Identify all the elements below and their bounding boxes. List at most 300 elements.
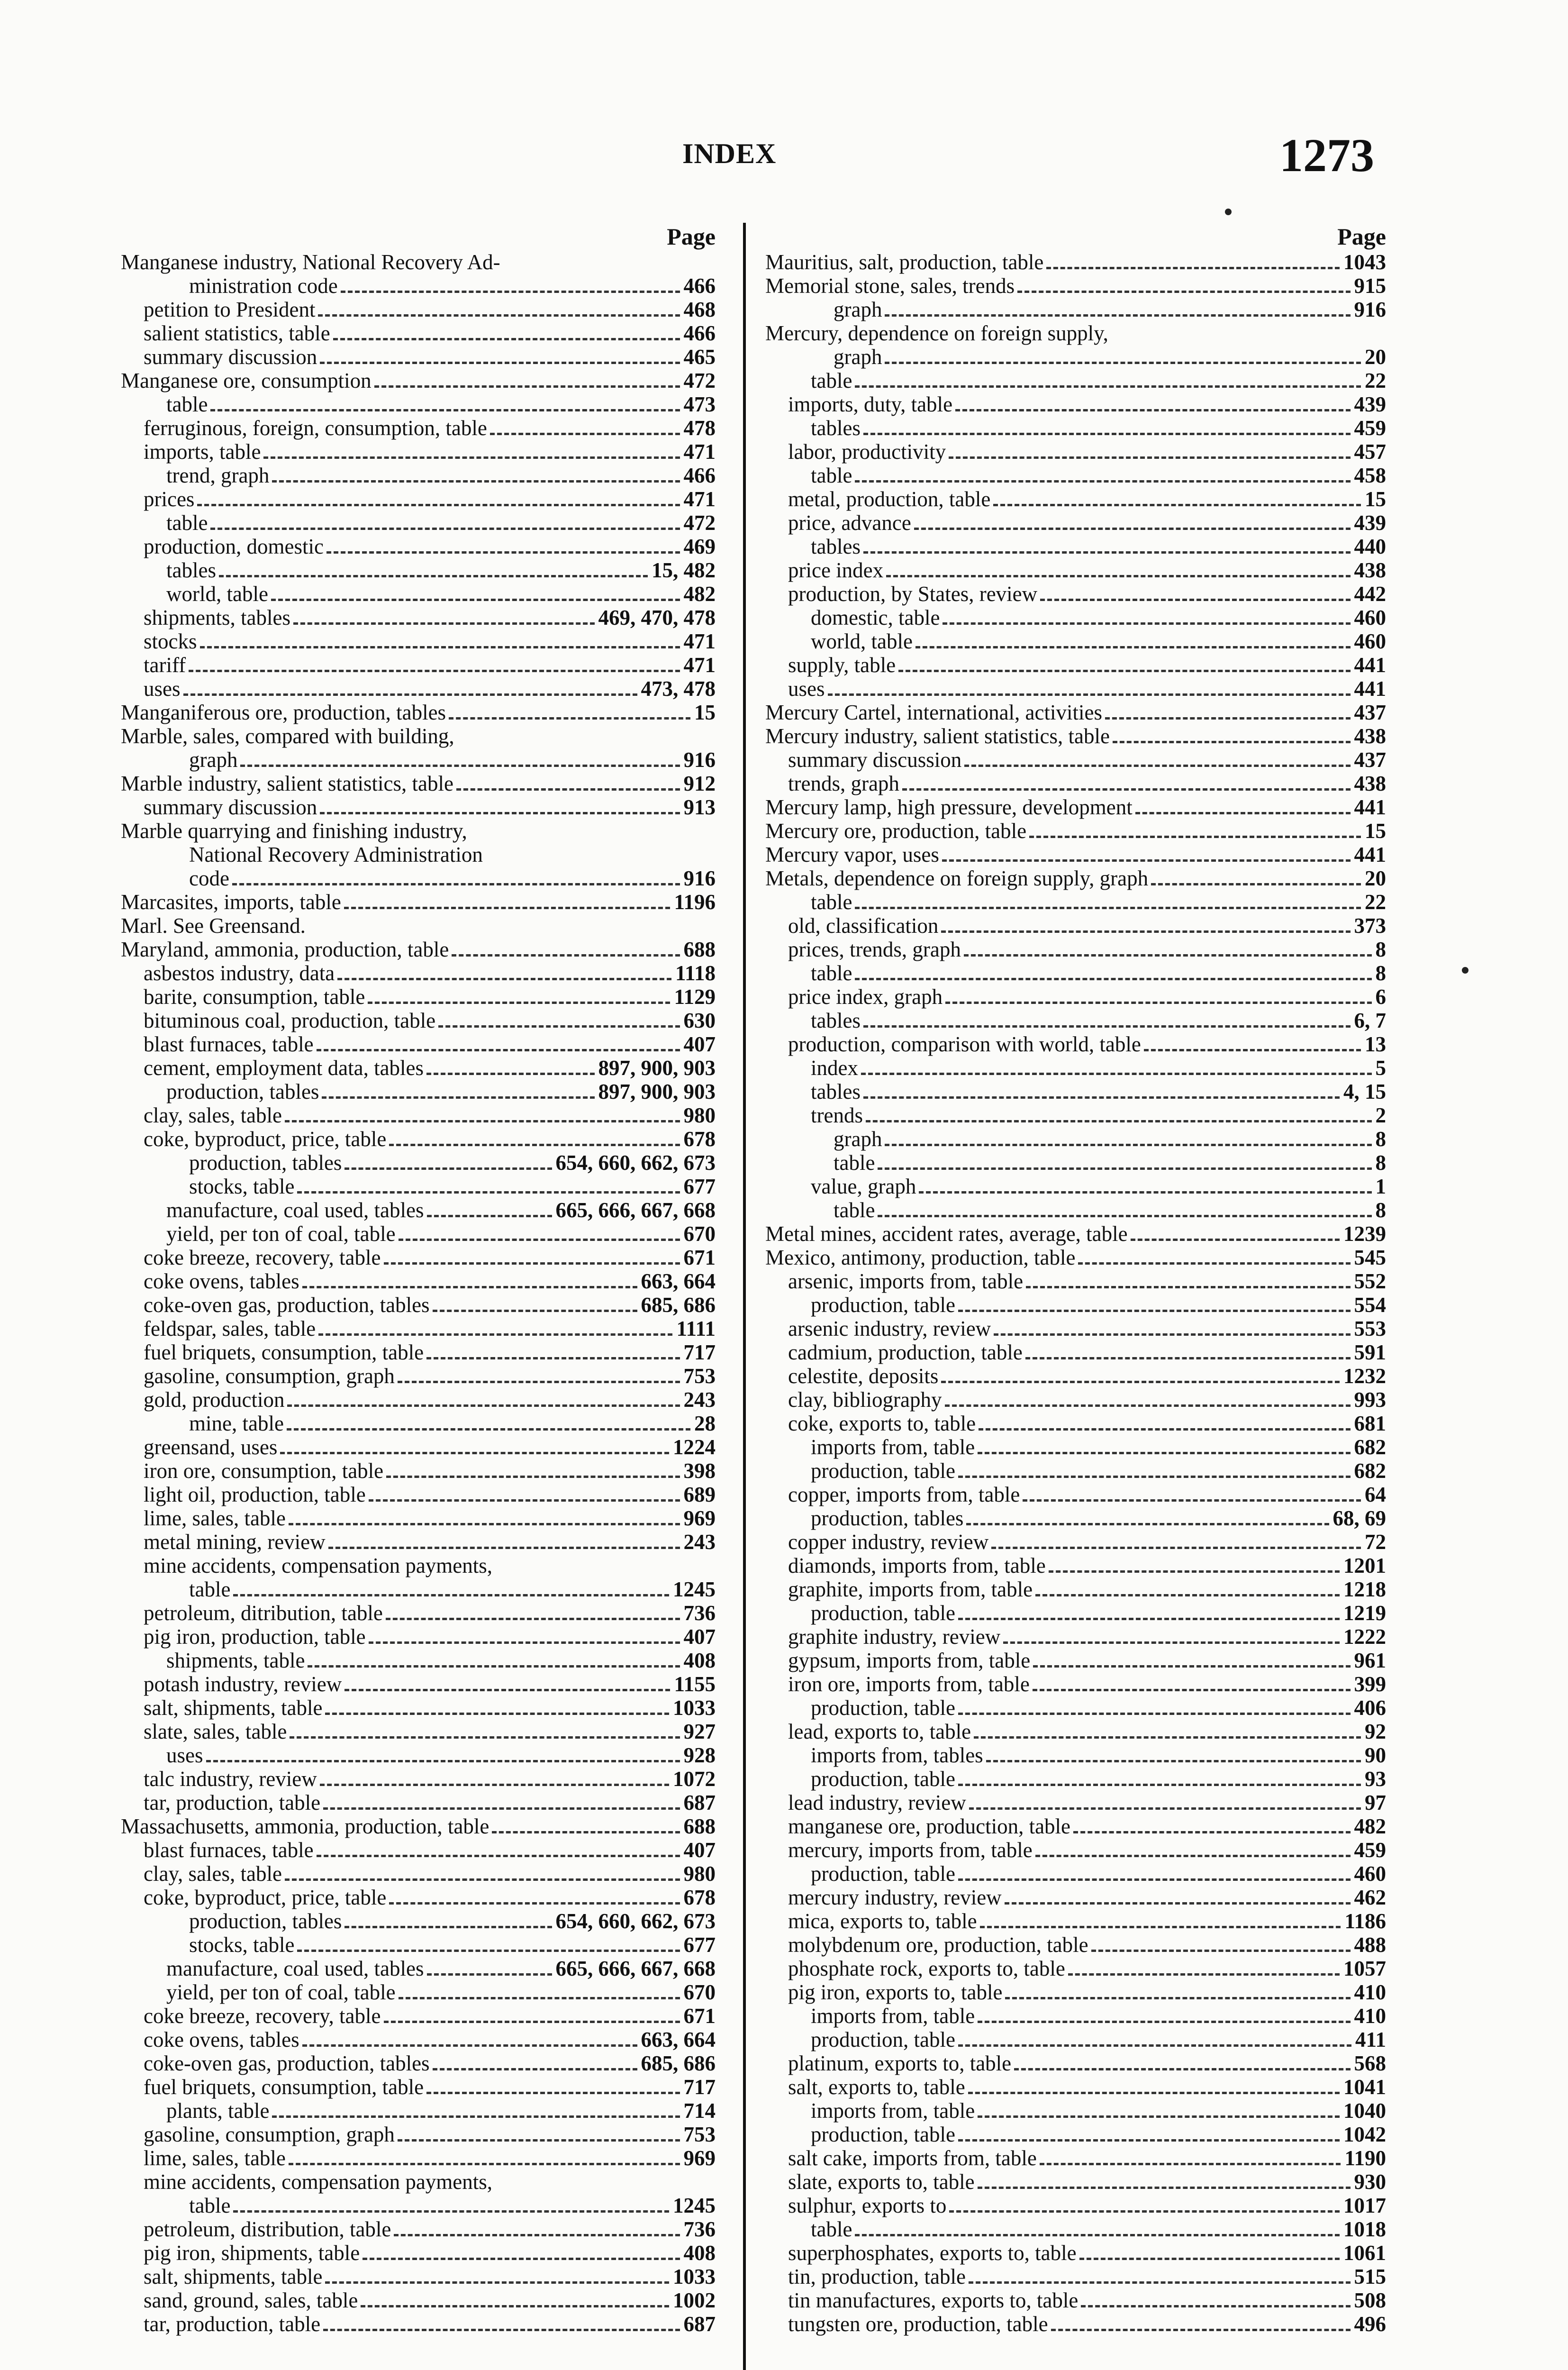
entry-term: molybdenum ore, production, table xyxy=(788,1933,1088,1957)
entry-term: world, table xyxy=(166,582,268,606)
entry-page-ref: 687 xyxy=(683,2312,716,2336)
entry-term: stocks, table xyxy=(189,1175,295,1198)
entry-page-ref: 5 xyxy=(1375,1056,1386,1080)
index-entry xyxy=(765,1009,1386,1032)
index-entry xyxy=(765,890,1386,914)
dot-leader xyxy=(219,575,648,577)
index-entry xyxy=(121,2217,716,2241)
entry-page-ref: 408 xyxy=(683,2241,716,2265)
entry-page-ref: 552 xyxy=(1354,1269,1386,1293)
dot-leader xyxy=(344,1689,670,1691)
entry-term: coke ovens, tables xyxy=(144,1269,299,1293)
dot-leader xyxy=(855,385,1361,388)
entry-term: salt, shipments, table xyxy=(144,2265,323,2288)
entry-term: fuel briquets, consumption, table xyxy=(144,2075,424,2099)
entry-page-ref: 441 xyxy=(1354,843,1386,866)
dot-leader xyxy=(969,1807,1361,1810)
entry-term: summary discussion xyxy=(144,345,317,369)
index-entry xyxy=(121,440,716,464)
index-entry xyxy=(765,298,1386,321)
entry-page-ref: 6, 7 xyxy=(1354,1009,1386,1032)
dot-leader xyxy=(1078,1262,1350,1265)
dot-leader xyxy=(398,1381,680,1383)
index-entry xyxy=(121,819,716,843)
entry-term: Mercury ore, production, table xyxy=(765,819,1027,843)
dot-leader xyxy=(337,978,671,980)
entry-page-ref: 1072 xyxy=(673,1767,716,1791)
index-entry xyxy=(765,914,1386,938)
dot-leader xyxy=(289,1523,680,1525)
dot-leader xyxy=(322,1096,594,1099)
entry-page-ref: 913 xyxy=(683,795,716,819)
dot-leader xyxy=(941,1381,1340,1383)
index-entry xyxy=(121,1269,716,1293)
dot-leader xyxy=(866,1120,1372,1122)
entry-term: trend, graph xyxy=(166,464,270,487)
entry-page-ref: 591 xyxy=(1354,1340,1386,1364)
index-entry xyxy=(121,1933,716,1957)
entry-page-ref: 689 xyxy=(683,1483,716,1506)
index-entry xyxy=(765,653,1386,677)
index-entry xyxy=(765,2004,1386,2028)
entry-term: graphite industry, review xyxy=(788,1625,1001,1649)
index-entry xyxy=(121,1743,716,1767)
dot-leader xyxy=(384,2021,680,2023)
index-entry xyxy=(121,2241,716,2265)
entry-term: diamonds, imports from, table xyxy=(788,1554,1046,1577)
entry-page-ref: 482 xyxy=(1354,1814,1386,1838)
index-entry xyxy=(121,748,716,772)
entry-page-ref: 663, 664 xyxy=(641,2028,716,2051)
entry-page-ref: 1033 xyxy=(673,1696,716,1720)
index-entry xyxy=(765,1459,1386,1483)
dot-leader xyxy=(1029,836,1361,838)
index-entry xyxy=(121,677,716,701)
entry-page-ref: 407 xyxy=(683,1838,716,1862)
entry-page-ref: 407 xyxy=(683,1625,716,1649)
dot-leader xyxy=(427,1973,552,1976)
dot-leader xyxy=(958,1878,1350,1881)
entry-page-ref: 398 xyxy=(683,1459,716,1483)
dot-leader xyxy=(943,622,1350,625)
dot-leader xyxy=(297,1191,680,1194)
dot-leader xyxy=(878,1167,1371,1170)
entry-page-ref: 438 xyxy=(1354,772,1386,795)
dot-leader xyxy=(1151,883,1361,885)
index-entry xyxy=(121,701,716,724)
entry-term: Manganese ore, consumption xyxy=(121,369,372,392)
dot-leader xyxy=(394,2234,680,2236)
entry-term: tariff xyxy=(144,653,186,677)
dot-leader xyxy=(1113,741,1350,743)
entry-page-ref: 654, 660, 662, 673 xyxy=(555,1151,716,1175)
dot-leader xyxy=(945,1404,1350,1407)
dot-leader xyxy=(456,788,680,791)
entry-page-ref: 630 xyxy=(683,1009,716,1032)
entry-page-ref: 437 xyxy=(1354,748,1386,772)
dot-leader xyxy=(302,1286,637,1288)
right-entry-list xyxy=(765,250,1386,2336)
entry-page-ref: 462 xyxy=(1354,1886,1386,1909)
index-entry xyxy=(121,1198,716,1222)
entry-term: Mercury, dependence on foreign supply, xyxy=(765,321,1108,345)
entry-page-ref: 20 xyxy=(1365,345,1386,369)
index-entry xyxy=(765,1909,1386,1933)
entry-page-ref: 15, 482 xyxy=(652,558,716,582)
index-entry xyxy=(765,392,1386,416)
entry-term: asbestos industry, data xyxy=(144,961,335,985)
dot-leader xyxy=(325,2281,669,2284)
entry-term: coke-oven gas, production, tables xyxy=(144,1293,430,1317)
entry-term: mine, table xyxy=(189,1412,284,1435)
entry-term: table xyxy=(834,1151,875,1175)
entry-page-ref: 469 xyxy=(683,535,716,558)
column-divider xyxy=(743,223,746,2370)
dot-leader xyxy=(426,1073,594,1075)
entry-page-ref: 568 xyxy=(1354,2051,1386,2075)
entry-page-ref: 1218 xyxy=(1343,1577,1386,1601)
entry-term: superphosphates, exports to, table xyxy=(788,2241,1077,2265)
entry-page-ref: 1190 xyxy=(1344,2146,1386,2170)
dot-leader xyxy=(426,2092,680,2094)
dot-leader xyxy=(955,409,1350,411)
dot-leader xyxy=(318,1333,672,1336)
index-entry xyxy=(121,2288,716,2312)
index-entry xyxy=(765,416,1386,440)
entry-term: Mauritius, salt, production, table xyxy=(765,250,1044,274)
dot-leader xyxy=(323,1807,680,1810)
index-entry xyxy=(765,1625,1386,1649)
entry-term: production, tables xyxy=(189,1909,342,1933)
index-entry xyxy=(121,1838,716,1862)
dot-leader xyxy=(263,456,680,459)
entry-page-ref: 682 xyxy=(1354,1435,1386,1459)
entry-term: phosphate rock, exports to, table xyxy=(788,1957,1065,1980)
dot-leader xyxy=(1005,1997,1350,1999)
entry-term: production, table xyxy=(811,1696,955,1720)
entry-term: tungsten ore, production, table xyxy=(788,2312,1048,2336)
dot-leader xyxy=(290,1736,680,1739)
index-entry xyxy=(121,1909,716,1933)
entry-page-ref: 678 xyxy=(683,1886,716,1909)
entry-page-ref: 441 xyxy=(1354,653,1386,677)
entry-page-ref: 471 xyxy=(683,653,716,677)
entry-page-ref: 482 xyxy=(683,582,716,606)
entry-page-ref: 410 xyxy=(1354,1980,1386,2004)
dot-leader xyxy=(1003,1641,1340,1644)
dot-leader xyxy=(490,433,680,435)
entry-term: tables xyxy=(811,535,861,558)
entry-page-ref: 437 xyxy=(1354,701,1386,724)
dot-leader xyxy=(386,1476,680,1478)
index-entry xyxy=(121,1767,716,1791)
entry-page-ref: 22 xyxy=(1365,890,1386,914)
dot-leader xyxy=(317,1855,680,1857)
index-entry xyxy=(765,2194,1386,2217)
index-entry xyxy=(121,535,716,558)
index-entry xyxy=(765,1364,1386,1388)
dot-leader xyxy=(344,907,671,909)
entry-page-ref: 927 xyxy=(683,1720,716,1743)
dot-leader xyxy=(958,1618,1340,1620)
index-entry xyxy=(765,1672,1386,1696)
index-entry xyxy=(121,345,716,369)
entry-page-ref: 663, 664 xyxy=(641,1269,716,1293)
entry-page-ref: 671 xyxy=(683,2004,716,2028)
entry-term: Marl. See Greensand. xyxy=(121,914,306,938)
entry-page-ref: 8 xyxy=(1375,1151,1386,1175)
dot-leader xyxy=(1068,1973,1340,1976)
index-entry xyxy=(765,582,1386,606)
entry-term: shipments, table xyxy=(166,1649,305,1672)
entry-term: blast furnaces, table xyxy=(144,1838,314,1862)
dot-leader xyxy=(438,1025,680,1028)
entry-term: production, table xyxy=(811,1601,955,1625)
index-entry xyxy=(765,535,1386,558)
dot-leader xyxy=(272,480,680,483)
entry-term: blast furnaces, table xyxy=(144,1032,314,1056)
index-entry xyxy=(765,1412,1386,1435)
entry-page-ref: 441 xyxy=(1354,677,1386,701)
dot-leader xyxy=(978,2187,1350,2189)
entry-page-ref: 15 xyxy=(694,701,716,724)
entry-term: production, tables xyxy=(811,1506,964,1530)
dot-leader xyxy=(979,1428,1350,1431)
dot-leader xyxy=(1025,1357,1350,1359)
entry-term: imports from, tables xyxy=(811,1743,983,1767)
index-entry xyxy=(765,2170,1386,2194)
index-entry xyxy=(121,1577,716,1601)
dot-leader xyxy=(1033,1665,1350,1668)
entry-page-ref: 508 xyxy=(1354,2288,1386,2312)
entry-term: table xyxy=(811,369,852,392)
index-entry xyxy=(765,843,1386,866)
entry-page-ref: 1033 xyxy=(673,2265,716,2288)
entry-page-ref: 488 xyxy=(1354,1933,1386,1957)
entry-page-ref: 13 xyxy=(1365,1032,1386,1056)
index-entry xyxy=(121,1530,716,1554)
index-entry xyxy=(765,677,1386,701)
page-column-header: Page xyxy=(1337,223,1386,250)
index-entry xyxy=(765,1649,1386,1672)
entry-page-ref: 897, 900, 903 xyxy=(598,1080,716,1103)
index-entry xyxy=(121,558,716,582)
dot-leader xyxy=(958,1310,1350,1312)
entry-term: Maryland, ammonia, production, table xyxy=(121,938,449,961)
dot-leader xyxy=(1017,291,1350,293)
entry-term: table xyxy=(834,1198,875,1222)
index-entry xyxy=(765,819,1386,843)
entry-page-ref: 736 xyxy=(683,2217,716,2241)
index-entry xyxy=(121,1791,716,1814)
entry-term: price, advance xyxy=(788,511,911,535)
index-entry xyxy=(765,1743,1386,1767)
entry-term: petroleum, ditribution, table xyxy=(144,1601,383,1625)
entry-term: Mercury vapor, uses xyxy=(765,843,939,866)
entry-page-ref: 411 xyxy=(1355,2028,1386,2051)
entry-term: clay, sales, table xyxy=(144,1862,282,1886)
entry-term: coke, byproduct, price, table xyxy=(144,1127,387,1151)
index-entry xyxy=(121,938,716,961)
entry-term: stocks xyxy=(144,629,197,653)
entry-page-ref: 1043 xyxy=(1343,250,1386,274)
entry-term: Metals, dependence on foreign supply, graph xyxy=(765,866,1149,890)
index-entry xyxy=(121,1056,716,1080)
index-entry xyxy=(121,653,716,677)
entry-page-ref: 438 xyxy=(1354,724,1386,748)
dot-leader xyxy=(1046,267,1340,269)
entry-term: graph xyxy=(834,1127,882,1151)
dot-leader xyxy=(886,575,1350,577)
index-entry xyxy=(121,772,716,795)
dot-leader xyxy=(855,978,1371,980)
index-entry xyxy=(121,724,716,748)
dot-leader xyxy=(1091,1950,1350,1952)
entry-term: coke ovens, tables xyxy=(144,2028,299,2051)
index-entry xyxy=(121,2028,716,2051)
entry-page-ref: 2 xyxy=(1375,1103,1386,1127)
entry-page-ref: 438 xyxy=(1354,558,1386,582)
index-entry xyxy=(121,1980,716,2004)
index-entry xyxy=(765,2051,1386,2075)
entry-page-ref: 471 xyxy=(683,487,716,511)
index-entry xyxy=(765,1483,1386,1506)
dot-leader xyxy=(863,433,1350,435)
entry-page-ref: 1017 xyxy=(1343,2194,1386,2217)
index-entry xyxy=(121,2051,716,2075)
entry-page-ref: 472 xyxy=(683,511,716,535)
dot-leader xyxy=(433,2068,637,2070)
index-entry xyxy=(121,369,716,392)
dot-leader xyxy=(369,1641,680,1644)
entry-page-ref: 471 xyxy=(683,440,716,464)
entry-term: lime, sales, table xyxy=(144,2146,286,2170)
entry-term: coke breeze, recovery, table xyxy=(144,1246,381,1269)
index-entry xyxy=(121,487,716,511)
dot-leader xyxy=(233,1594,669,1596)
index-entry xyxy=(765,1862,1386,1886)
entry-term: old, classification xyxy=(788,914,939,938)
index-entry xyxy=(121,1317,716,1340)
dot-leader xyxy=(1144,1049,1361,1051)
dot-leader xyxy=(363,2258,680,2260)
entry-term: greensand, uses xyxy=(144,1435,278,1459)
index-entry xyxy=(121,298,716,321)
entry-term: mercury industry, review xyxy=(788,1886,1002,1909)
index-entry xyxy=(765,2265,1386,2288)
left-entry-list xyxy=(121,250,716,2336)
index-entry xyxy=(765,1767,1386,1791)
entry-term: graphite, imports from, table xyxy=(788,1577,1033,1601)
entry-term: production, comparison with world, table xyxy=(788,1032,1141,1056)
dot-leader xyxy=(232,883,680,885)
entry-page-ref: 90 xyxy=(1365,1743,1386,1767)
dot-leader xyxy=(210,409,680,411)
dot-leader xyxy=(855,907,1361,909)
entry-term: tar, production, table xyxy=(144,1791,321,1814)
entry-term: pig iron, shipments, table xyxy=(144,2241,360,2265)
entry-page-ref: 969 xyxy=(683,1506,716,1530)
dot-leader xyxy=(183,693,637,696)
index-entry xyxy=(765,866,1386,890)
index-entry xyxy=(121,2075,716,2099)
index-entry xyxy=(121,1696,716,1720)
dot-leader xyxy=(308,1665,680,1668)
entry-page-ref: 8 xyxy=(1375,938,1386,961)
entry-page-ref: 439 xyxy=(1354,511,1386,535)
entry-page-ref: 468 xyxy=(683,298,716,321)
entry-page-ref: 410 xyxy=(1354,2004,1386,2028)
index-entry xyxy=(765,2099,1386,2123)
entry-page-ref: 469, 470, 478 xyxy=(598,606,716,629)
entry-term: tables xyxy=(811,416,861,440)
entry-page-ref: 687 xyxy=(683,1791,716,1814)
entry-page-ref: 753 xyxy=(683,2123,716,2146)
entry-page-ref: 736 xyxy=(683,1601,716,1625)
entry-page-ref: 714 xyxy=(683,2099,716,2123)
dot-leader xyxy=(1081,2305,1350,2307)
dot-leader xyxy=(898,670,1350,672)
entry-term: imports from, table xyxy=(811,1435,975,1459)
entry-page-ref: 677 xyxy=(683,1933,716,1957)
index-entry xyxy=(765,274,1386,298)
index-entry xyxy=(765,606,1386,629)
dot-leader xyxy=(287,1428,690,1431)
dot-leader xyxy=(885,1144,1371,1146)
entry-term: Metal mines, accident rates, average, table xyxy=(765,1222,1128,1246)
dot-leader xyxy=(427,1215,552,1217)
entry-page-ref: 993 xyxy=(1354,1388,1386,1412)
dot-leader xyxy=(949,456,1350,459)
dot-leader xyxy=(974,1736,1361,1739)
index-entry xyxy=(765,1577,1386,1601)
entry-term: Marble quarrying and finishing industry, xyxy=(121,819,467,843)
entry-page-ref: 97 xyxy=(1365,1791,1386,1814)
dot-leader xyxy=(369,1499,680,1502)
entry-term: index xyxy=(811,1056,858,1080)
index-entry xyxy=(765,1056,1386,1080)
entry-term: production, table xyxy=(811,1293,955,1317)
entry-page-ref: 92 xyxy=(1365,1720,1386,1743)
entry-term: value, graph xyxy=(811,1175,916,1198)
dot-leader xyxy=(399,1997,680,1999)
entry-page-ref: 665, 666, 667, 668 xyxy=(555,1957,716,1980)
entry-term: metal mining, review xyxy=(144,1530,326,1554)
dot-leader xyxy=(885,362,1361,364)
dot-leader xyxy=(978,2115,1340,2118)
index-entry xyxy=(121,2123,716,2146)
index-entry xyxy=(765,345,1386,369)
entry-page-ref: 460 xyxy=(1354,629,1386,653)
entry-term: bituminous coal, production, table xyxy=(144,1009,436,1032)
entry-page-ref: 15 xyxy=(1365,819,1386,843)
dot-leader xyxy=(389,1902,680,1905)
dot-leader xyxy=(1131,1239,1340,1241)
index-entry xyxy=(765,1601,1386,1625)
entry-page-ref: 8 xyxy=(1375,1127,1386,1151)
index-entry xyxy=(121,416,716,440)
entry-page-ref: 6 xyxy=(1375,985,1386,1009)
dot-leader xyxy=(1135,812,1350,814)
index-entry xyxy=(121,1412,716,1435)
dot-leader xyxy=(344,1167,552,1170)
entry-term: stocks, table xyxy=(189,1933,295,1957)
dot-leader xyxy=(325,1713,669,1715)
entry-term: manganese ore, production, table xyxy=(788,1814,1071,1838)
entry-page-ref: 1061 xyxy=(1343,2241,1386,2265)
dot-leader xyxy=(855,2234,1340,2236)
entry-page-ref: 688 xyxy=(683,938,716,961)
